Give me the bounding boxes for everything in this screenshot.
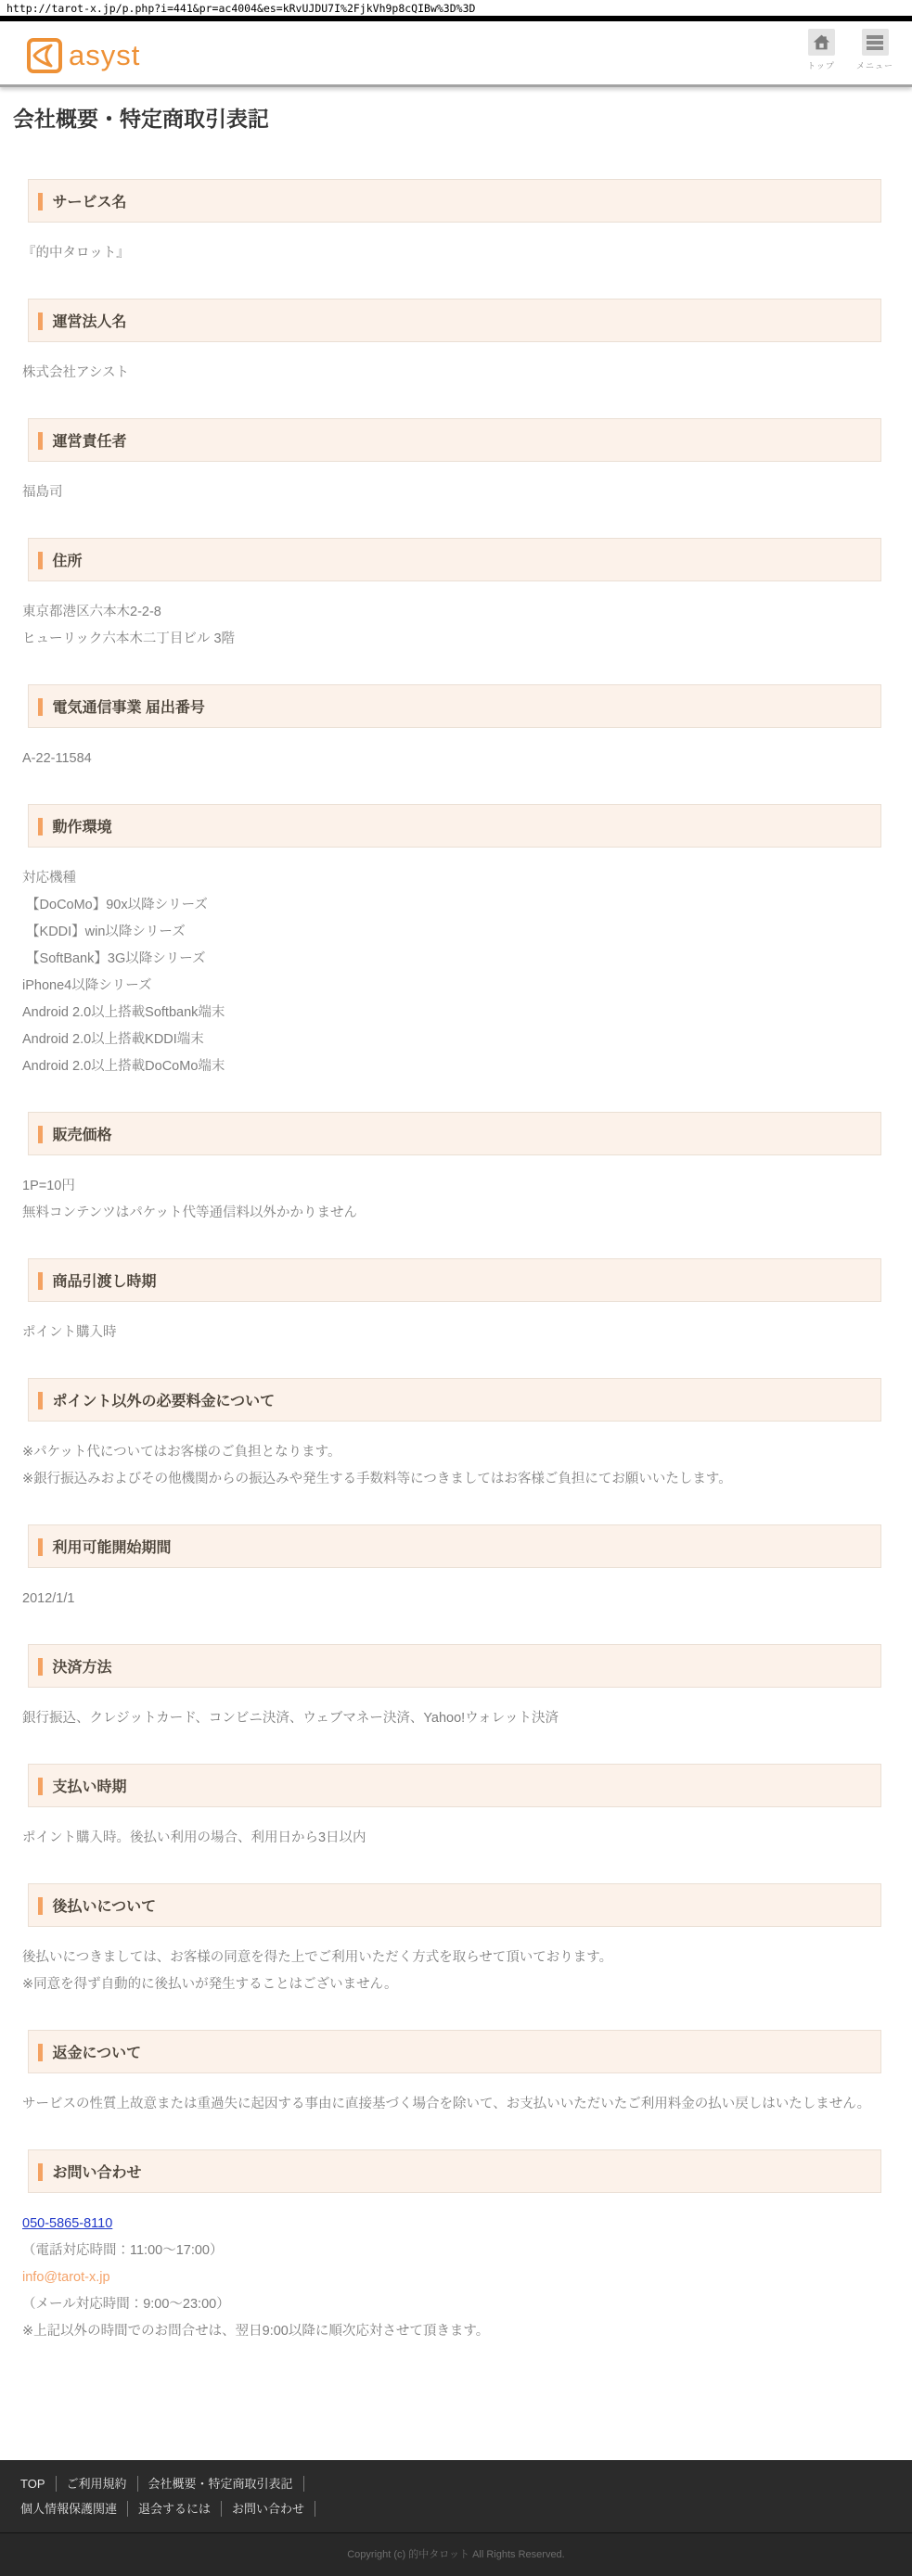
section-heading-text: 利用可能開始期間 (52, 1540, 172, 1556)
section-heading (28, 1883, 881, 1927)
footer-link[interactable]: 退会するには (128, 2501, 222, 2517)
section-text-line: iPhone4以降シリーズ (22, 978, 152, 993)
section-text-line (22, 2211, 890, 2238)
section-text-line: 対応機種 (22, 871, 76, 886)
section-heading (28, 1378, 881, 1422)
asyst-logo-icon (26, 37, 63, 74)
section-heading (28, 1524, 881, 1568)
phone-link[interactable]: 050-5865-8110 (22, 2216, 113, 2231)
accent-bar-icon (38, 2044, 43, 2061)
info-section (0, 418, 912, 506)
section-body (22, 2211, 890, 2345)
url-text: http://tarot-x.jp/p.php?i=441&pr=ac4004&es=kRvUJDU7I%2FjkVh9p8cQIBw%3D%3D (0, 0, 912, 16)
section-text-line: 福島司 (22, 485, 63, 500)
info-section (0, 1764, 912, 1852)
accent-bar-icon (38, 1897, 43, 1915)
section-text-line: ※パケット代についてはお客様のご負担となります。 (22, 1445, 341, 1460)
section-body (22, 240, 890, 267)
info-section (0, 1258, 912, 1346)
section-body (22, 479, 890, 506)
section-text-line: 【DoCoMo】90x以降シリーズ (22, 898, 208, 912)
accent-bar-icon (38, 432, 43, 450)
section-text-line: ※上記以外の時間でのお問合せは、翌日9:00以降に順次応対させて頂きます。 (22, 2324, 490, 2339)
section-heading (28, 684, 881, 728)
section-body (22, 865, 890, 1080)
accent-bar-icon (38, 698, 43, 716)
section-heading-text: 後払いについて (52, 1899, 157, 1915)
info-section (0, 1883, 912, 1998)
section-heading (28, 1764, 881, 1807)
section-text-line: 後払いにつきましては、お客様の同意を得た上でご利用いただく方式を取らせて頂いております。 (22, 1950, 613, 1965)
footer-nav (0, 2460, 912, 2532)
section-heading (28, 418, 881, 462)
section-heading (28, 299, 881, 342)
section-text-line: Android 2.0以上搭載KDDI端末 (22, 1032, 204, 1047)
section-body (22, 746, 890, 772)
section-heading-text: 電気通信事業 届出番号 (52, 700, 205, 716)
section-text-line: 株式会社アシスト (22, 365, 129, 380)
accent-bar-icon (38, 1658, 43, 1676)
logo-text: asyst (69, 39, 141, 71)
info-section (0, 538, 912, 653)
section-text-line: ポイント購入時。後払い利用の場合、利用日から3日以内 (22, 1830, 366, 1845)
top-button[interactable] (801, 29, 841, 71)
accent-bar-icon (38, 552, 43, 569)
footer-link[interactable]: お問い合わせ (222, 2501, 315, 2517)
sections (0, 179, 912, 2345)
section-heading (28, 179, 881, 223)
section-text-line: 無料コンテンツはパケット代等通信料以外かかりません (22, 1205, 358, 1220)
info-section (0, 1524, 912, 1613)
section-body (22, 1825, 890, 1852)
section-text-line: （電話対応時間：11:00〜17:00） (22, 2243, 224, 2258)
section-heading (28, 2030, 881, 2073)
section-heading (28, 538, 881, 581)
footer-nav-row (20, 2499, 912, 2518)
section-text-line: Android 2.0以上搭載Softbank端末 (22, 1005, 225, 1020)
info-section (0, 179, 912, 267)
section-text-line: 東京都港区六本木2-2-8 (22, 605, 161, 619)
home-icon (808, 29, 835, 56)
section-heading-text: 運営責任者 (52, 434, 127, 450)
section-text-line: 銀行振込、クレジットカード、コンビニ決済、ウェブマネー決済、Yahoo!ウォレット決済 (22, 1711, 559, 1726)
section-text-line: ヒューリック六本木二丁目ビル 3階 (22, 631, 236, 646)
section-heading-text: 決済方法 (52, 1660, 112, 1676)
section-heading-text: 販売価格 (52, 1128, 112, 1143)
section-heading (28, 1258, 881, 1302)
accent-bar-icon (38, 312, 43, 330)
section-heading (28, 1644, 881, 1688)
section-body (22, 599, 890, 653)
info-section (0, 1112, 912, 1227)
info-section (0, 2149, 912, 2345)
accent-bar-icon (38, 1392, 43, 1409)
section-heading-text: 支払い時期 (52, 1779, 127, 1795)
info-section (0, 299, 912, 387)
section-heading-text: 商品引渡し時期 (52, 1274, 157, 1290)
asyst-logo[interactable] (26, 37, 140, 74)
section-text-line: ※同意を得ず自動的に後払いが発生することはございません。 (22, 1977, 398, 1992)
section-text-line (22, 2264, 890, 2291)
section-body (22, 1320, 890, 1346)
section-text-line: （メール対応時間：9:00〜23:00） (22, 2297, 230, 2312)
copyright-text: Copyright (c) 的中タロット All Rights Reserved. (0, 2532, 912, 2576)
accent-bar-icon (38, 1272, 43, 1290)
section-text-line: Android 2.0以上搭載DoCoMo端末 (22, 1059, 225, 1074)
accent-bar-icon (38, 2163, 43, 2181)
section-body (22, 1173, 890, 1227)
section-body (22, 1586, 890, 1613)
header-nav (801, 29, 895, 71)
main-content (0, 87, 912, 2419)
section-heading-text: 運営法人名 (52, 314, 127, 330)
section-body (22, 1945, 890, 1998)
site-header (0, 21, 912, 87)
footer-link[interactable]: TOP (20, 2476, 57, 2492)
section-text-line: 【KDDI】win以降シリーズ (22, 925, 186, 939)
menu-button-label: メニュー (855, 61, 893, 70)
email-link[interactable]: info@tarot-x.jp (22, 2270, 110, 2285)
accent-bar-icon (38, 818, 43, 835)
info-section (0, 1378, 912, 1493)
section-text-line: 【SoftBank】3G以降シリーズ (22, 951, 206, 966)
section-body (22, 1705, 890, 1732)
menu-icon (862, 29, 889, 56)
footer-link[interactable]: ご利用規約 (57, 2476, 138, 2492)
section-text-line: 2012/1/1 (22, 1591, 75, 1606)
section-text-line: 『的中タロット』 (22, 246, 130, 261)
footer-link[interactable]: 会社概要・特定商取引表記 (138, 2476, 304, 2492)
section-text-line: サービスの性質上故意または重過失に起因する事由に直接基づく場合を除いて、お支払いいただいたご利用料金の払い戻しはいたしません。 (22, 2097, 871, 2111)
section-heading (28, 1112, 881, 1155)
menu-button[interactable] (854, 29, 895, 71)
section-heading-text: お問い合わせ (52, 2165, 142, 2181)
section-heading-text: 住所 (52, 554, 83, 569)
section-text-line: ※銀行振込みおよびその他機関からの振込みや発生する手数料等につきましてはお客様ご負担にてお願いいたします。 (22, 1472, 732, 1486)
section-heading (28, 2149, 881, 2193)
accent-bar-icon (38, 1538, 43, 1556)
section-text-line: 1P=10円 (22, 1179, 75, 1193)
top-button-label: トップ (807, 61, 835, 70)
info-section (0, 2030, 912, 2118)
section-heading-text: 返金について (52, 2046, 142, 2061)
section-heading-text: サービス名 (52, 195, 127, 210)
section-heading (28, 804, 881, 848)
accent-bar-icon (38, 193, 43, 210)
info-section (0, 684, 912, 772)
footer-nav-row (20, 2474, 912, 2493)
section-body (22, 1439, 890, 1493)
info-section (0, 804, 912, 1080)
accent-bar-icon (38, 1126, 43, 1143)
accent-bar-icon (38, 1778, 43, 1795)
section-text-line: ポイント購入時 (22, 1325, 117, 1340)
info-section (0, 1644, 912, 1732)
section-body (22, 360, 890, 387)
page-title: 会社概要・特定商取引表記 (13, 107, 269, 131)
section-heading-text: ポイント以外の必要料金について (52, 1394, 276, 1409)
footer-link[interactable]: 個人情報保護関連 (20, 2501, 128, 2517)
section-heading-text: 動作環境 (52, 820, 112, 835)
section-body (22, 2091, 890, 2118)
section-text-line: A-22-11584 (22, 751, 92, 766)
footer (0, 2460, 912, 2576)
